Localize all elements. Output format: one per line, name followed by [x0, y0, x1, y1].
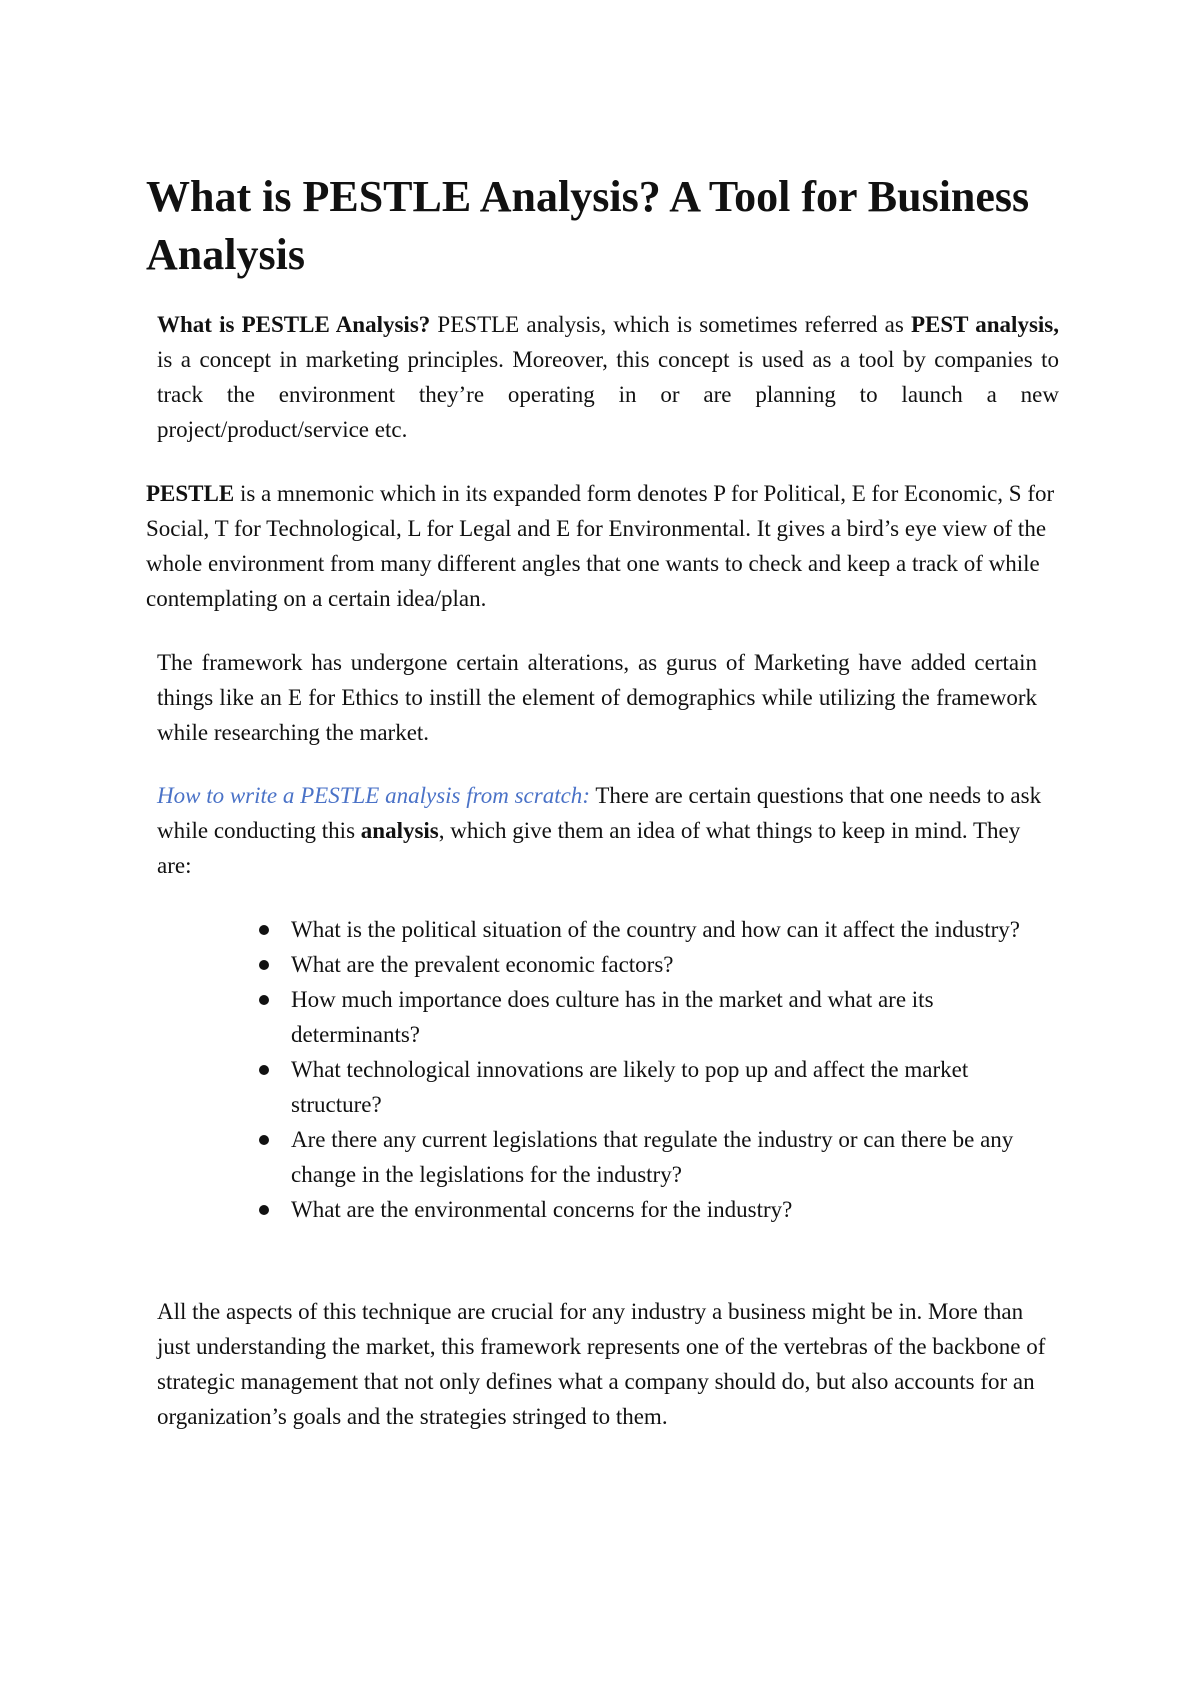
bullet-icon — [259, 995, 269, 1005]
list-item — [256, 1052, 1036, 1122]
framework-paragraph: The framework has undergone certain alterations, as gurus of Marketing have added certain things like an E for Ethics to instill the element of demographics while utilizing the framework while researching the market. — [157, 650, 1037, 745]
list-item-text: What is the political situation of the country and how can it affect the industry? — [291, 917, 1020, 942]
bullet-icon — [259, 960, 269, 970]
intro-lead: What is PESTLE Analysis? — [157, 312, 431, 337]
bullet-icon — [259, 925, 269, 935]
list-item — [256, 1192, 1036, 1227]
intro-paragraph — [157, 307, 1059, 447]
bullet-icon — [259, 1135, 269, 1145]
list-item-text: What technological innovations are likely to pop up and affect the market structure? — [291, 1057, 969, 1117]
list-item — [256, 982, 1036, 1052]
mnemonic-paragraph — [146, 476, 1066, 616]
intro-bold-term: PEST analysis, — [911, 312, 1059, 337]
list-item-text: What are the environmental concerns for the industry? — [291, 1197, 793, 1222]
bullet-icon — [259, 1065, 269, 1075]
howto-text-2: , which give them an idea of what things to keep in mind. They are: — [157, 818, 1021, 878]
list-item — [256, 1122, 1036, 1192]
conclusion-paragraph: All the aspects of this technique are crucial for any industry a business might be in. More than just understanding the market, this framework represents one of the vertebras of the backbone of strategic management that not only defines what a company should do, but also accounts for an organization’s goals and the strategies stringed to them. — [157, 1299, 1046, 1429]
page-title: What is PESTLE Analysis? A Tool for Business Analysis — [146, 172, 1030, 279]
howto-bold-term: analysis — [360, 818, 439, 843]
question-list — [256, 912, 1036, 1227]
list-item-text: Are there any current legislations that regulate the industry or can there be any change in the legislations for the industry? — [291, 1127, 1014, 1187]
intro-text-1: PESTLE analysis, which is sometimes referred as — [430, 312, 911, 337]
howto-colon: : — [582, 783, 590, 808]
mnemonic-text: is a mnemonic which in its expanded form denotes P for Political, E for Economic, S for Social, T for Technological, L for Legal and E for Environmental. It gives a bird’s eye view of the whole environment from many different angles that one wants to check and keep a track of while contemplating on a certain idea/plan. — [146, 481, 1055, 611]
howto-paragraph — [157, 778, 1057, 883]
intro-text-2: is a concept in marketing principles. Moreover, this concept is used as a tool by companies to track the environment they’re operating in or are planning to launch a new project/product/service etc. — [157, 347, 1059, 442]
list-item-text: What are the prevalent economic factors? — [291, 952, 674, 977]
bullet-icon — [259, 1205, 269, 1215]
howto-text-1: There are certain questions that one needs to ask while conducting this — [157, 783, 1042, 843]
list-item — [256, 947, 1036, 982]
list-item — [256, 912, 1036, 947]
mnemonic-lead: PESTLE — [146, 481, 235, 506]
list-item-text: How much importance does culture has in the market and what are its determinants? — [291, 987, 934, 1047]
howto-link[interactable]: How to write a PESTLE analysis from scratch — [157, 783, 583, 808]
